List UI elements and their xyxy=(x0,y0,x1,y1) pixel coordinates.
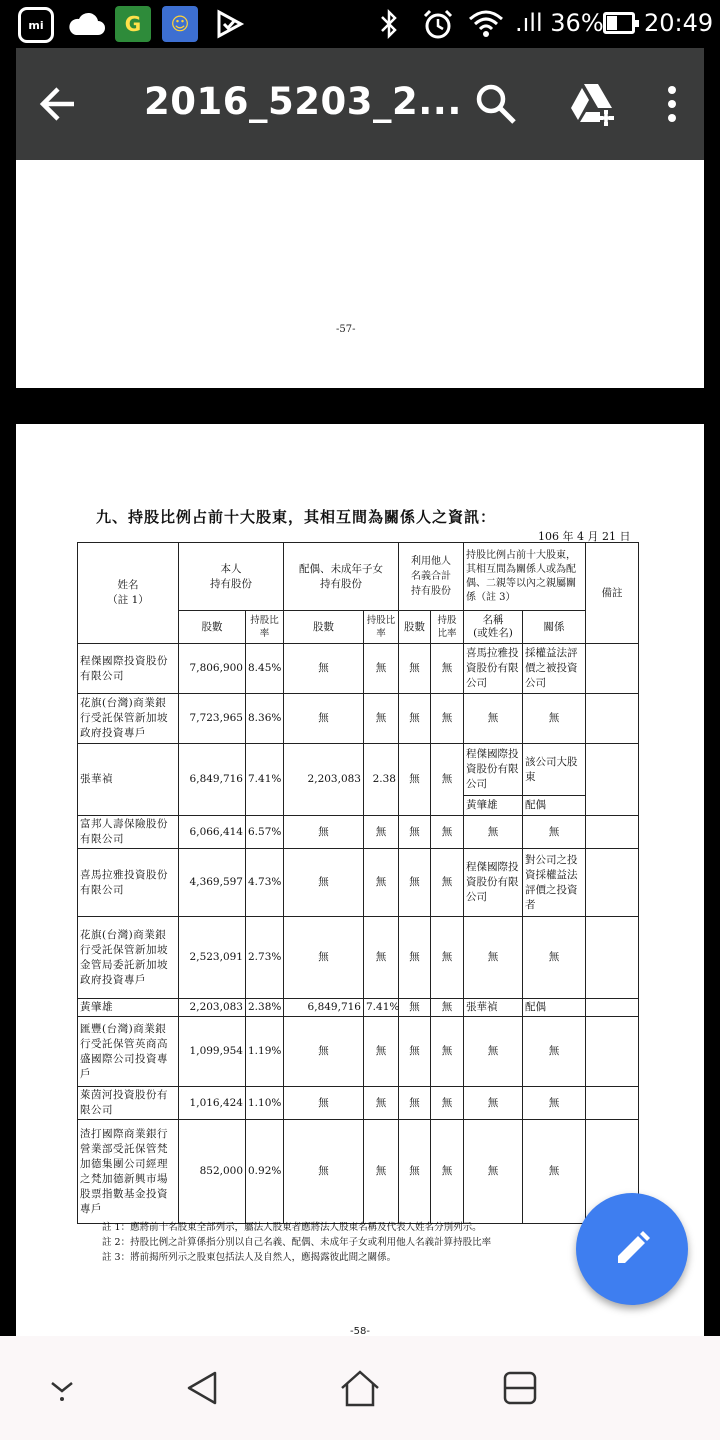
cell-nominee-shares: 無 xyxy=(399,849,431,917)
cell-relation: 配偶 xyxy=(523,796,586,816)
cell-nominee-ratio: 無 xyxy=(431,816,464,849)
cell-nominee-ratio: 無 xyxy=(431,744,464,816)
pdf-page-57 xyxy=(16,160,704,388)
cell-spouse-ratio: 無 xyxy=(364,644,399,694)
cell-shareholder-name: 喜馬拉雅投資股份有限公司 xyxy=(78,849,179,917)
cell-ratio: 8.45% xyxy=(246,644,284,694)
cell-shareholder-name: 黃肇雄 xyxy=(78,999,179,1017)
cell-relation: 無 xyxy=(523,1087,586,1120)
cell-remark xyxy=(586,694,639,744)
cell-shareholder-name: 程傑國際投資股份有限公司 xyxy=(78,644,179,694)
pdf-page-58 xyxy=(16,424,704,1336)
mi-notification-icon: mi xyxy=(18,7,54,43)
col-name: 姓名 （註 1） xyxy=(78,543,179,644)
report-date: 106 年 4 月 21 日 xyxy=(538,530,631,543)
cell-shares: 2,203,083 xyxy=(179,999,246,1017)
cell-remark xyxy=(586,1017,639,1087)
more-options-icon[interactable] xyxy=(662,84,682,124)
hide-keyboard-icon[interactable] xyxy=(40,1366,84,1410)
cell-spouse-ratio: 7.41% xyxy=(364,999,399,1017)
table-row xyxy=(78,917,639,999)
col-sp-ratio: 持股比率 xyxy=(364,611,399,644)
cell-nominee-ratio: 無 xyxy=(431,644,464,694)
cell-ratio: 2.73% xyxy=(246,917,284,999)
cell-ratio: 6.57% xyxy=(246,816,284,849)
col-remark: 備註 xyxy=(586,543,639,644)
cell-related-name: 張華禎 xyxy=(464,999,523,1017)
home-nav-icon[interactable] xyxy=(338,1366,382,1410)
col-ratio: 持股比率 xyxy=(246,611,284,644)
col-shares: 股數 xyxy=(179,611,246,644)
col-rel-name: 名稱 (或姓名) xyxy=(464,611,523,644)
alarm-icon xyxy=(420,6,456,42)
cell-related-name: 程傑國際投資股份有限公司 xyxy=(464,849,523,917)
table-row xyxy=(78,999,639,1017)
cell-spouse-shares: 無 xyxy=(284,1087,364,1120)
table-row xyxy=(78,816,639,849)
game-notification-icon: ☺ xyxy=(162,6,198,42)
col-sp-shares: 股數 xyxy=(284,611,364,644)
cell-shareholder-name: 花旗(台灣)商業銀行受託保管新加坡政府投資專戶 xyxy=(78,694,179,744)
col-relation: 關係 xyxy=(523,611,586,644)
cell-relation: 無 xyxy=(523,1017,586,1087)
cell-shares: 4,369,597 xyxy=(179,849,246,917)
cell-nominee-ratio: 無 xyxy=(431,849,464,917)
cell-nominee-shares: 無 xyxy=(399,1087,431,1120)
navigation-bar xyxy=(0,1336,720,1440)
cell-ratio: 4.73% xyxy=(246,849,284,917)
cell-spouse-ratio: 無 xyxy=(364,1017,399,1087)
edit-pencil-icon xyxy=(612,1229,652,1269)
cell-related-name: 無 xyxy=(464,694,523,744)
cell-nominee-shares: 無 xyxy=(399,744,431,816)
cell-spouse-ratio: 無 xyxy=(364,1120,399,1224)
cell-relation: 無 xyxy=(523,694,586,744)
cell-nominee-ratio: 無 xyxy=(431,999,464,1017)
cell-ratio: 8.36% xyxy=(246,694,284,744)
back-arrow-icon[interactable] xyxy=(36,80,80,128)
cell-shareholder-name: 匯豐(台灣)商業銀行受託保管英商高盛國際公司投資專戶 xyxy=(78,1017,179,1087)
cell-nominee-ratio: 無 xyxy=(431,1087,464,1120)
footnote-3: 註 3：將前揭所列示之股東包括法人及自然人，應揭露彼此間之關係。 xyxy=(102,1252,397,1263)
cell-shareholder-name: 渣打國際商業銀行營業部受託保管梵加德集團公司經理之梵加德新興市場股票指數基金投資專戶 xyxy=(78,1120,179,1224)
signal-battery-text: .ıll 36% xyxy=(515,9,604,37)
col-spouse: 配偶、未成年子女 持有股份 xyxy=(284,543,399,611)
cell-spouse-ratio: 無 xyxy=(364,816,399,849)
cell-related-name: 無 xyxy=(464,1120,523,1224)
col-related: 持股比例占前十大股東，其相互間為關係人或為配偶、二親等以內之親屬關係（註 3） xyxy=(464,543,586,611)
top-ten-shareholders-table xyxy=(77,542,639,1224)
cell-spouse-shares: 6,849,716 xyxy=(284,999,364,1017)
cell-related-name: 喜馬拉雅投資股份有限公司 xyxy=(464,644,523,694)
table-body xyxy=(78,644,639,1224)
footnote-1: 註 1：應將前十名股東全部列示，屬法人股東者應將法人股東名稱及代表人姓名分別列示。 xyxy=(102,1222,482,1233)
cell-remark xyxy=(586,744,639,816)
table-row xyxy=(78,744,639,796)
cell-related-name: 無 xyxy=(464,1087,523,1120)
cell-nominee-shares: 無 xyxy=(399,1120,431,1224)
cell-shares: 1,099,954 xyxy=(179,1017,246,1087)
edit-fab-button[interactable] xyxy=(576,1193,688,1305)
cell-nominee-shares: 無 xyxy=(399,644,431,694)
document-title: 2016_5203_2... xyxy=(144,80,462,123)
cell-nominee-shares: 無 xyxy=(399,816,431,849)
cell-shareholder-name: 花旗(台灣)商業銀行受託保管新加坡金管局委託新加坡政府投資專戶 xyxy=(78,917,179,999)
cell-shares: 1,016,424 xyxy=(179,1087,246,1120)
col-self: 本人 持有股份 xyxy=(179,543,284,611)
app-bar xyxy=(16,48,704,160)
cell-nominee-shares: 無 xyxy=(399,1017,431,1087)
cell-related-name: 無 xyxy=(464,917,523,999)
table-header xyxy=(78,543,639,644)
cell-relation: 配偶 xyxy=(523,999,586,1017)
cell-spouse-shares: 無 xyxy=(284,1120,364,1224)
cell-relation: 採權益法評價之被投資公司 xyxy=(523,644,586,694)
back-nav-icon[interactable] xyxy=(180,1366,224,1410)
cell-relation: 無 xyxy=(523,1120,586,1224)
table-row xyxy=(78,1087,639,1120)
col-nm-ratio: 持股比率 xyxy=(431,611,464,644)
cell-nominee-ratio: 無 xyxy=(431,917,464,999)
col-nominee: 利用他人 名義合計 持有股份 xyxy=(399,543,464,611)
recents-nav-icon[interactable] xyxy=(498,1366,542,1410)
cell-spouse-shares: 無 xyxy=(284,917,364,999)
cell-spouse-shares: 無 xyxy=(284,816,364,849)
cell-related-name: 無 xyxy=(464,816,523,849)
clock: 20:49 xyxy=(644,9,714,37)
cell-remark xyxy=(586,999,639,1017)
cell-shares: 6,849,716 xyxy=(179,744,246,816)
table-row xyxy=(78,644,639,694)
cell-ratio: 7.41% xyxy=(246,744,284,816)
cell-spouse-shares: 無 xyxy=(284,644,364,694)
add-to-drive-icon[interactable] xyxy=(568,80,616,128)
page-number: -57- xyxy=(336,324,356,335)
cell-spouse-shares: 無 xyxy=(284,694,364,744)
cell-ratio: 1.19% xyxy=(246,1017,284,1087)
footnote-2: 註 2：持股比例之計算係指分別以自己名義、配偶、未成年子女或利用他人名義計算持股比率 xyxy=(102,1237,492,1248)
cell-related-name: 黃肇雄 xyxy=(464,796,523,816)
cell-nominee-shares: 無 xyxy=(399,999,431,1017)
cell-remark xyxy=(586,917,639,999)
cloud-icon xyxy=(66,6,106,42)
footnotes xyxy=(102,1220,491,1265)
cell-shares: 852,000 xyxy=(179,1120,246,1224)
cell-remark xyxy=(586,1087,639,1120)
cell-ratio: 1.10% xyxy=(246,1087,284,1120)
cell-remark xyxy=(586,849,639,917)
cell-spouse-ratio: 無 xyxy=(364,917,399,999)
cell-remark xyxy=(586,816,639,849)
check-icon xyxy=(212,6,248,42)
cell-shares: 2,523,091 xyxy=(179,917,246,999)
cell-relation: 該公司大股東 xyxy=(523,744,586,796)
cell-relation: 對公司之投資採權益法評價之投資者 xyxy=(523,849,586,917)
cell-relation: 無 xyxy=(523,917,586,999)
cell-nominee-ratio: 無 xyxy=(431,1017,464,1087)
app-notification-icon: G xyxy=(115,6,151,42)
cell-nominee-shares: 無 xyxy=(399,917,431,999)
cell-spouse-shares: 無 xyxy=(284,1017,364,1087)
table-row xyxy=(78,1017,639,1087)
cell-spouse-shares: 2,203,083 xyxy=(284,744,364,816)
table-row xyxy=(78,694,639,744)
cell-shares: 6,066,414 xyxy=(179,816,246,849)
table-row xyxy=(78,849,639,917)
cell-nominee-ratio: 無 xyxy=(431,1120,464,1224)
cell-related-name: 無 xyxy=(464,1017,523,1087)
cell-spouse-ratio: 無 xyxy=(364,694,399,744)
cell-shares: 7,806,900 xyxy=(179,644,246,694)
cell-ratio: 0.92% xyxy=(246,1120,284,1224)
table-row xyxy=(78,1120,639,1224)
page-number: -58- xyxy=(350,1326,370,1336)
col-nm-shares: 股數 xyxy=(399,611,431,644)
status-bar xyxy=(0,0,720,48)
wifi-icon xyxy=(466,6,506,42)
cell-remark xyxy=(586,644,639,694)
bluetooth-icon xyxy=(374,6,404,42)
cell-nominee-ratio: 無 xyxy=(431,694,464,744)
cell-spouse-ratio: 2.38 xyxy=(364,744,399,816)
cell-nominee-shares: 無 xyxy=(399,694,431,744)
cell-spouse-ratio: 無 xyxy=(364,849,399,917)
cell-relation: 無 xyxy=(523,816,586,849)
cell-shareholder-name: 萊茵河投資股份有限公司 xyxy=(78,1087,179,1120)
cell-related-name: 程傑國際投資股份有限公司 xyxy=(464,744,523,796)
section-title: 九、持股比例占前十大股東，其相互間為關係人之資訊： xyxy=(96,508,497,526)
cell-spouse-shares: 無 xyxy=(284,849,364,917)
cell-shareholder-name: 富邦人壽保險股份有限公司 xyxy=(78,816,179,849)
cell-spouse-ratio: 無 xyxy=(364,1087,399,1120)
battery-icon xyxy=(603,12,635,34)
search-icon[interactable] xyxy=(474,82,518,126)
cell-ratio: 2.38% xyxy=(246,999,284,1017)
cell-shareholder-name: 張華禎 xyxy=(78,744,179,816)
cell-shares: 7,723,965 xyxy=(179,694,246,744)
